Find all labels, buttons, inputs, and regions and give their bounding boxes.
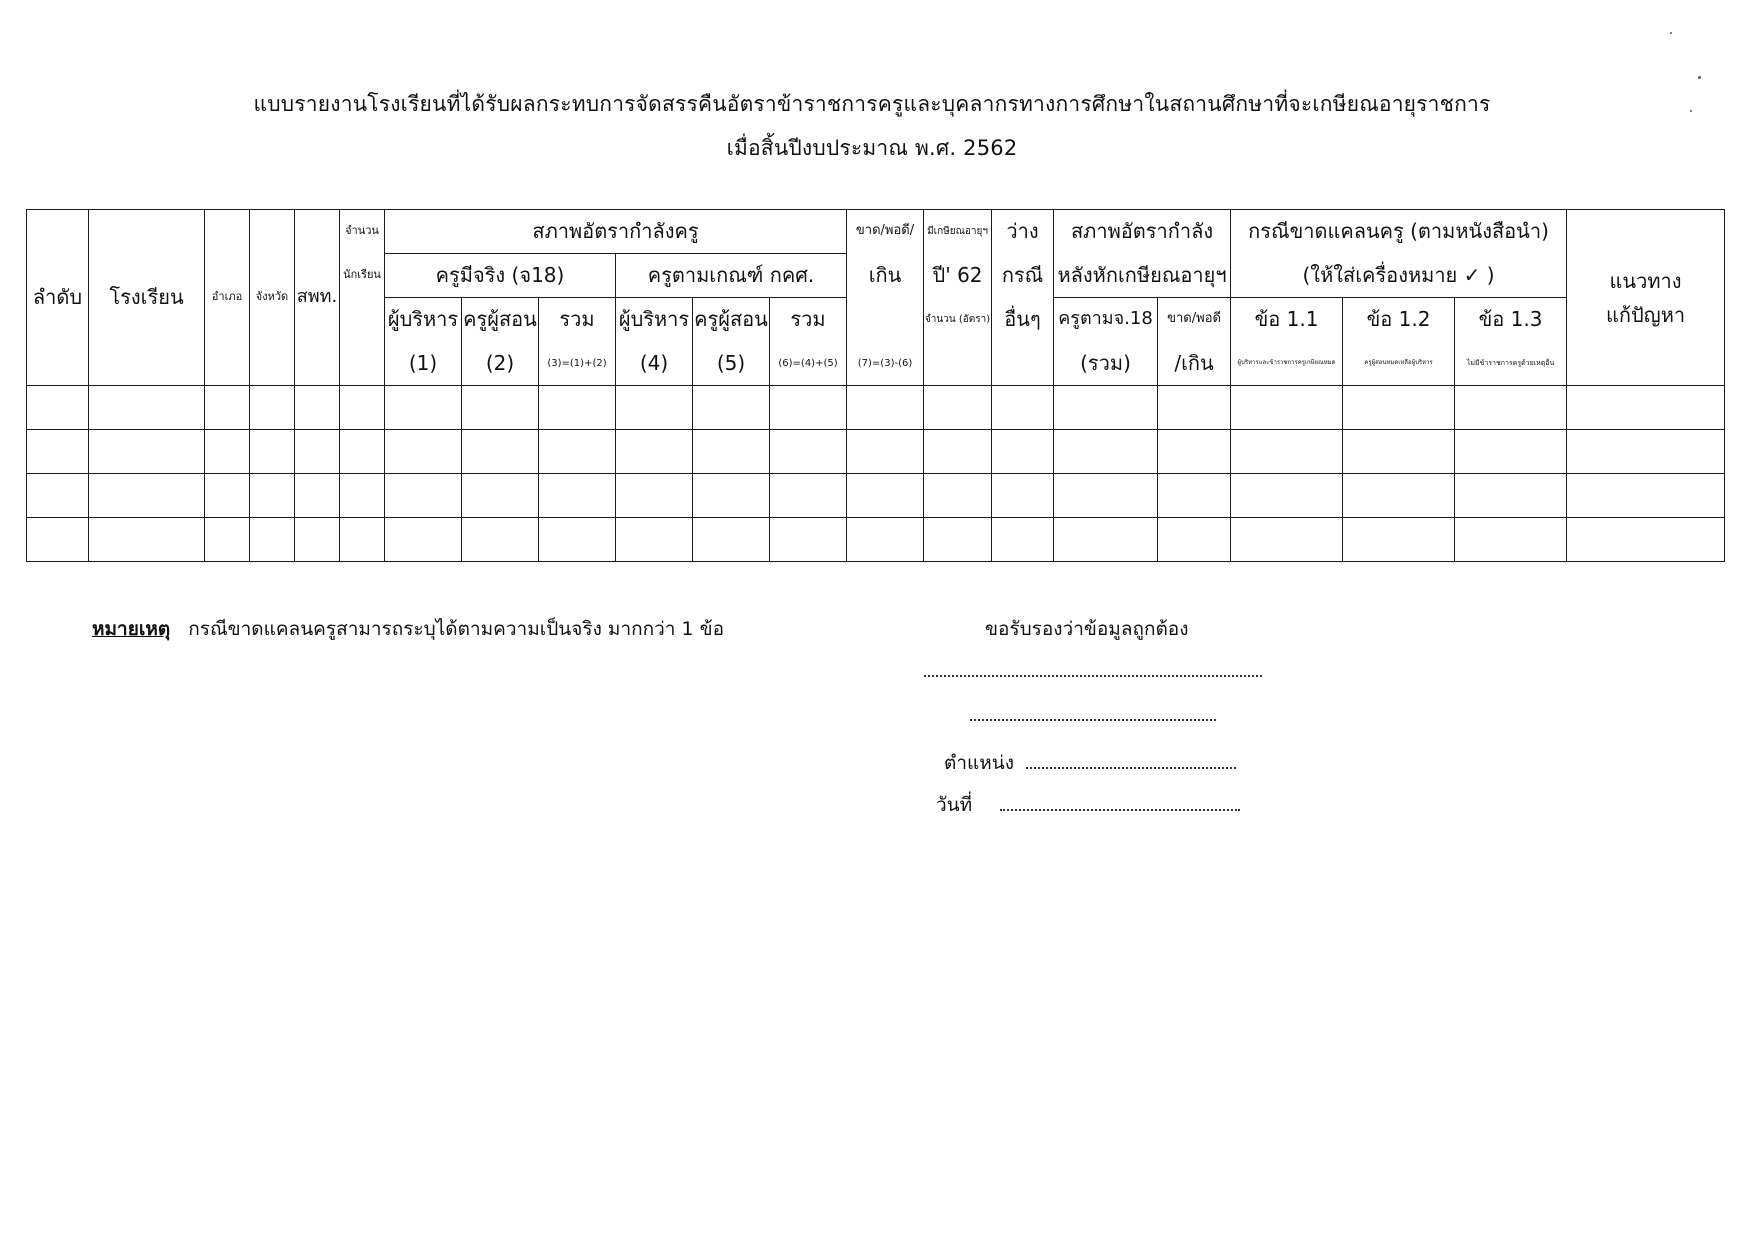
header-retire-line2: ปี' 62 xyxy=(924,254,992,298)
remark-note xyxy=(92,614,724,644)
header-col-7: (7)=(3)-(6) xyxy=(847,342,924,386)
header-students-line2: นักเรียน xyxy=(340,254,385,298)
header-row-1 xyxy=(27,210,1725,254)
header-col-2: (2) xyxy=(462,342,539,386)
header-col-5: (5) xyxy=(693,342,770,386)
header-retire-line1: มีเกษียณอายุฯ xyxy=(924,210,992,254)
header-total-2: รวม xyxy=(770,298,847,342)
header-solution-line2: แก้ปัญหา xyxy=(1605,302,1686,327)
header-province: จังหวัด xyxy=(250,210,295,386)
header-district: อำเภอ xyxy=(205,210,250,386)
report-title: แบบรายงานโรงเรียนที่ได้รับผลกระทบการจัดสรรคืนอัตราข้าราชการครูและบุคลากรทางการศึกษาในสถานศึกษาที่จะเกษียณอายุราชการ xyxy=(253,92,1491,116)
header-criteria-teachers: ครูตามเกณฑ์ กคศ. xyxy=(616,254,847,298)
header-after-short-line1: ขาด/พอดี xyxy=(1158,298,1231,342)
header-retire-line3: จำนวน (อัตรา) xyxy=(924,298,992,342)
header-col-6: (6)=(4)+(5) xyxy=(770,342,847,386)
header-shortage-line1: กรณีขาดแคลนครู (ตามหนังสือนำ) xyxy=(1231,210,1567,254)
header-after-line2: หลังหักเกษียณอายุฯ xyxy=(1054,254,1231,298)
header-area-office: สพท. xyxy=(295,210,340,386)
header-order: ลำดับ xyxy=(27,210,89,386)
header-short-line2: เกิน xyxy=(847,254,924,298)
header-vacant-line1: ว่าง xyxy=(992,210,1054,254)
report-subtitle: เมื่อสิ้นปีงบประมาณ พ.ศ. 2562 xyxy=(726,136,1018,160)
remark-label: หมายเหตุ xyxy=(92,618,171,640)
header-students-blank xyxy=(340,298,385,386)
header-students-line1: จำนวน xyxy=(340,210,385,254)
header-total-1: รวม xyxy=(539,298,616,342)
header-retire-blank xyxy=(924,342,992,386)
remark-text: กรณีขาดแคลนครูสามารถระบุได้ตามความเป็นจริง มากกว่า 1 ข้อ xyxy=(188,618,725,640)
header-teacher-1: ครูผู้สอน xyxy=(462,298,539,342)
date-label: วันที่ xyxy=(936,794,973,816)
header-after-short-line2: /เกิน xyxy=(1158,342,1231,386)
table-row xyxy=(27,430,1725,474)
scan-speck xyxy=(1690,110,1692,112)
header-school: โรงเรียน xyxy=(89,210,205,386)
header-item-1-1-note: ผู้บริหารและข้าราชการครูเกษียณหมด xyxy=(1231,342,1343,386)
header-shortage-line2: (ให้ใส่เครื่องหมาย ✓ ) xyxy=(1231,254,1567,298)
position-row xyxy=(944,748,1236,778)
header-admin-1: ผู้บริหาร xyxy=(385,298,462,342)
header-vacant-blank xyxy=(992,342,1054,386)
header-col-1: (1) xyxy=(385,342,462,386)
table-row xyxy=(27,518,1725,562)
header-item-1-3: ข้อ 1.3 xyxy=(1455,298,1567,342)
header-short-line1: ขาด/พอดี/ xyxy=(847,210,924,254)
header-solution-line1: แนวทาง xyxy=(1609,268,1682,293)
scan-speck xyxy=(1698,76,1701,79)
header-item-1-3-note: ไม่มีข้าราชการครูด้วยเหตุอื่น xyxy=(1455,342,1567,386)
header-admin-2: ผู้บริหาร xyxy=(616,298,693,342)
header-col-4: (4) xyxy=(616,342,693,386)
header-after-teacher: ครูตามจ.18 xyxy=(1054,298,1158,342)
header-item-1-2-note: ครูผู้สอนหมดเหลือผู้บริหาร xyxy=(1343,342,1455,386)
signature-line xyxy=(924,660,1262,682)
header-actual-teachers: ครูมีจริง (จ18) xyxy=(385,254,616,298)
header-item-1-1: ข้อ 1.1 xyxy=(1231,298,1343,342)
name-line xyxy=(970,704,1216,726)
header-vacant-line2: กรณี xyxy=(992,254,1054,298)
header-short-blank xyxy=(847,298,924,342)
header-col-3: (3)=(1)+(2) xyxy=(539,342,616,386)
scan-speck xyxy=(1670,32,1672,34)
date-row xyxy=(936,790,1240,820)
header-vacant-line3: อื่นๆ xyxy=(992,298,1054,342)
header-after-line1: สภาพอัตรากำลัง xyxy=(1054,210,1231,254)
position-label: ตำแหน่ง xyxy=(944,752,1015,774)
report-table xyxy=(26,209,1725,562)
table-row xyxy=(27,474,1725,518)
header-teacher-2: ครูผู้สอน xyxy=(693,298,770,342)
header-teacher-status: สภาพอัตรากำลังครู xyxy=(385,210,847,254)
header-solution xyxy=(1567,210,1725,386)
header-after-total: (รวม) xyxy=(1054,342,1158,386)
certify-text: ขอรับรองว่าข้อมูลถูกต้อง xyxy=(985,618,1189,640)
header-item-1-2: ข้อ 1.2 xyxy=(1343,298,1455,342)
table-row xyxy=(27,386,1725,430)
